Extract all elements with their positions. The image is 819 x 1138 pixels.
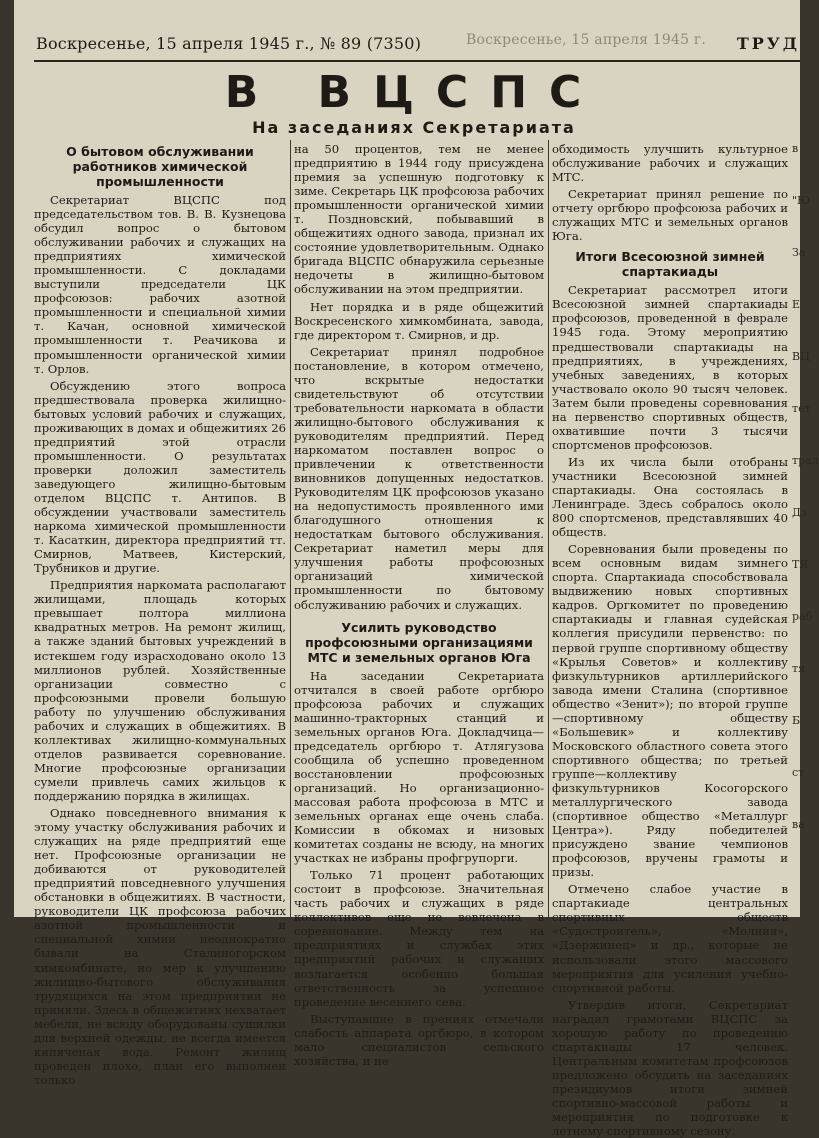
article-paragraph: Соревнования были проведены по всем основным видам зимнего спорта. Спартакиада способствовала выдвижению новых спортивных кадров. Оргкомитет по проведению спартакиады и главная судейская коллегия присудили первенство: по первой группе спортивному обществу «Крылья Советов» и коллективу физкультурников артиллерийского завода имени Сталина (спортивное общество «Зенит»); по второй группе—спортивному обществу «Большевик» и коллективу Московского областного совета этого спортивного общества; по третьей группе—коллективу физкультурников Косогорского металлургического завода (спортивное общество «Металлург Центра»). Ряду победителей присуждено звание чемпионов профсоюзов, вручены грамоты и призы. [552,542,788,880]
newspaper-name: ТРУД [736,34,800,53]
article-headline: О бытовом обслуживании работников химической промышленности [66,144,254,189]
column-divider [290,140,291,917]
article-paragraph: Нет порядка и в ряде общежитий Воскресенского химкомбината, завода, где директором т. Смирнов, и др. [294,299,544,342]
edge-fragment: ВЦ [792,350,810,363]
cropped-next-column [792,142,819,917]
edge-fragment: ст [792,766,805,779]
article-paragraph: На заседании Секретариата отчитался в своей работе оргбюро профсоюза рабочих и служащих машинно-тракторных станций и земельных органов Юга. Докладчица—председатель оргбюро т. Атлягузова сообщила об успешно проведенном восстановлении профсоюзных организаций. Но организационно-массовая работа профсоюза в МТС и земельных органах еще очень слаба. Комиссии в обкомах и низовых комитетах созданы не всюду, на многих участках не избраны профгрупорги. [294,668,544,866]
edge-fragment: раб [792,610,813,623]
edge-fragment: тет [792,402,811,415]
masthead-rule [34,60,800,62]
article-paragraph: Секретариат рассмотрел итоги Всесоюзной зимней спартакиады профсоюзов, проведенной в феврале 1945 года. Этому мероприятию предшествовали спартакиады на предприятиях, в учреждениях, учебных заведениях, в которых участвовало около 90 тысяч человек. Затем были проведены соревнования на первенство спортивных обществ, охватившие почти 3 тысячи спортсменов профсоюзов. [552,283,788,452]
edge-fragment: ва [792,818,805,831]
issue-date: Воскресенье, 15 апреля 1945 г., № 89 (7350) [36,34,422,53]
article-paragraph: Однако повседневного внимания к этому участку обслуживания рабочих и служащих на ряде предприятий еще нет. Профсоюзные организации не добиваются от руководителей предприятий повседневного улучшения обстановки в общежитиях. В частности, руководители ЦК профсоюза рабочих азотной промышленности и специальной химии неоднократно бывали на Сталиногорском химкомбинате, но мер к улучшению жилищно-бытового обслуживания трудящихся на этом предприятии не приняли. Здесь в общежитиях нехватает мебели, не всюду оборудованы сушилки для верхней одежды, не всегда имеется кипяченая вода. Ремонт жилищ проведен плохо, план его выполнен только [34,806,286,1087]
newspaper-page [14,0,819,1138]
article-headline: Усилить руководство профсоюзными организациями МТС и земельных органов Юга [305,619,533,665]
edge-fragment: За [792,246,806,259]
article-paragraph: Обсуждению этого вопроса предшествовала проверка жилищно-бытовых условий рабочих и служащих, проживающих в домах и общежитиях 26 предприятий этой отрасли промышленности. О результатах проверки доложил заместитель заведующего жилищно-бытовым отделом ВЦСПС т. Антипов. В обсуждении участвовали заместитель наркома химической промышленности т. Касаткин, директора предприятий тт. Смирнов, Матвеев, Кистерский, Трубников и другие. [34,378,286,576]
column-divider [548,140,549,917]
article-column-2 [294,142,544,1068]
article-headline: Итоги Всесоюзной зимней спартакиады [575,249,765,280]
article-column-3 [552,142,788,1138]
edge-fragment: трал [792,454,819,467]
edge-fragment: ТЯ [792,558,809,571]
article-paragraph: Отмечено слабое участие в спартакиаде центральных спортивных обществ «Судостроитель», «Молния», «Дзержинец» и др., которые не использовали этого массового мероприятия для усиления учебно-спортивной работы. [552,882,788,995]
article-paragraph: на 50 процентов, тем не менее предприятию в 1944 году присуждена премия за успешную подготовку к зиме. Секретарь ЦК профсоюза рабочих промышленности органической химии т. Поздновский, побывавший в общежитиях одного завода, признал их состояние удовлетворительным. Однако бригада ВЦСПС обнаружила серьезные недочеты в жилищно-бытовом обслуживании на этом предприятии. [294,142,544,297]
section-subtitle: На заседаниях Секретариата [252,118,576,137]
section-title: В ВЦСПС [224,67,604,118]
edge-fragment: Е [792,298,801,311]
bleed-through-text: Воскресенье, 15 апреля 1945 г. [466,32,707,48]
article-paragraph: Секретариат принял подробное постановление, в котором отмечено, что вскрытые недостатки свидетельствуют об отсутствии требовательности наркомата в области жилищно-бытового обслуживания к руководителям предприятий. Перед наркоматом поставлен вопрос о привлечении к ответственности виновников допущенных недостатков. Руководителям ЦК профсоюзов указано на недопустимость проявленного ими благодушного отношения к недостаткам бытового обслуживания. Секретариат наметил меры для улучшения работы профсоюзных организаций химической промышленности по бытовому обслуживанию рабочих и служащих. [294,344,544,612]
article-paragraph: Секретариат ВЦСПС под председательством тов. В. В. Кузнецова обсудил вопрос о бытовом обслуживании рабочих и служащих на предприятиях химической промышленности. С докладами выступили председатели ЦК профсоюзов: рабочих азотной промышленности и специальной химии т. Качан, основной химической промышленности т. Реачикова и промышленности органической химии т. Орлов. [34,193,286,376]
article-column-1 [34,142,286,1087]
article-paragraph: Секретариат принял решение по отчету оргбюро профсоюза рабочих и служащих МТС и земельных органов Юга. [552,187,788,244]
article-paragraph: Выступавшие в прениях отмечали слабость аппарата оргбюро, в котором мало специалистов сельского хозяйства, и не [294,1011,544,1068]
article-paragraph: Из их числа были отобраны участники Всесоюзной зимней спартакиады. Она состоялась в Ленинграде. Здесь собралось около 800 спортсменов, представлявших 40 обществ. [552,454,788,540]
article-paragraph: Утвердив итоги, Секретариат наградил грамотами ВЦСПС за хорошую работу по проведению спартакиады 17 человек. Центральным комитетам профсоюзов предложено обсудить на заседаниях президиумов итоги зимней спортивно-массовой работы и мероприятия по подготовке к летнему спортивному сезону. [552,997,788,1138]
edge-fragment: Б [792,714,801,727]
edge-fragment: тя [792,662,806,675]
article-paragraph: Предприятия наркомата располагают жилищами, площадь которых превышает полтора миллиона квадратных метров. На ремонт жилищ, а также зданий бытовых учреждений в истекшем году израсходовано около 13 миллионов рублей. Хозяйственные организации совместно с профсоюзными провели большую работу по улучшению обслуживания рабочих и служащих в общежитиях. В коллективах жилищно-коммунальных отделов развивается соревнование. Многие профсоюзные организации сумели привлечь самих жильцов к поддержанию порядка в жилищах. [34,578,286,803]
article-paragraph: Только 71 процент работающих состоит в профсоюзе. Значительная часть рабочих и служащих в ряде коллективов еще не вовлечена в соревнование. Между тем на предприятиях и службах этих предприятий рабочих и служащих возлагается особенно большая ответственность за успешное проведение весеннего сева. [294,868,544,1009]
article-paragraph: обходимость улучшить культурное обслуживание рабочих и служащих МТС. [552,142,788,185]
edge-fragment: в [792,142,799,155]
masthead [36,34,800,56]
edge-fragment: "Ю [792,194,811,207]
edge-fragment: Дз [792,506,807,519]
